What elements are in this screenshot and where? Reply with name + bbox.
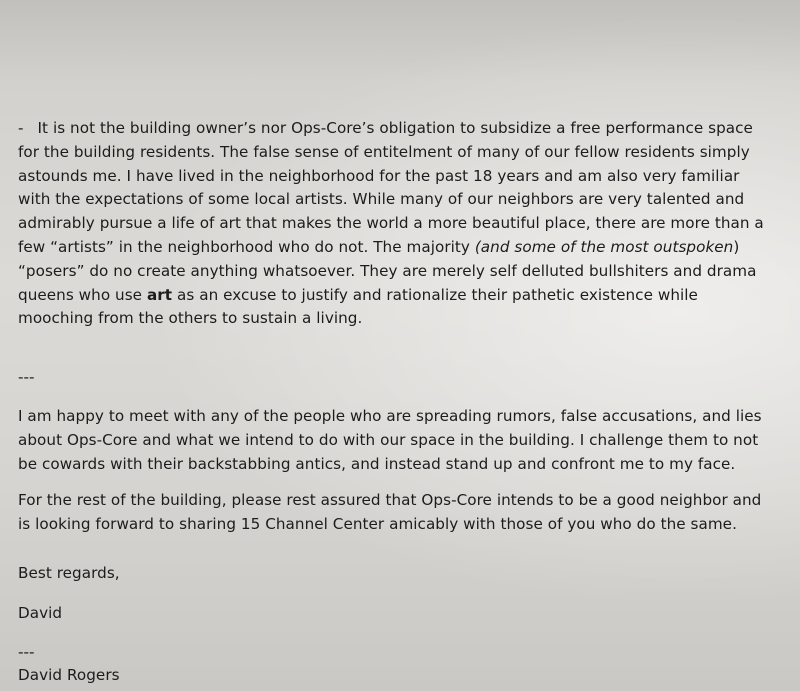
bullet-dash: - — [18, 119, 24, 137]
paragraph-challenge — [18, 405, 800, 476]
text-segment: as an excuse to justify and rationalize their pathetic existence while — [177, 285, 698, 304]
paragraph-line: “posers” do no create anything whatsoever. They are merely self delluted bullshiters and drama — [18, 261, 757, 280]
paragraph-line: for the building residents. The false sense of entitelment of many of our fellow residents simply — [18, 142, 750, 161]
separator-text: --- — [18, 368, 35, 386]
paragraph-line: be cowards with their backstabbing antics, and instead stand up and confront me to my face. — [18, 454, 736, 473]
italic-aside: (and some of the most outspoken — [474, 237, 734, 256]
closing-text: Best regards, — [18, 564, 120, 582]
paragraph-line: admirably pursue a life of art that makes the world a more beautiful place, there are more than a — [18, 214, 764, 233]
paragraph-line — [18, 284, 800, 308]
signature-first-name — [18, 602, 800, 626]
bold-word-art: art — [146, 285, 173, 304]
paragraph-line: I am happy to meet with any of the people who are spreading rumors, false accusations, and lies — [18, 407, 762, 425]
paragraph-entitlement — [18, 117, 800, 331]
paragraph-line: is looking forward to sharing 15 Channel Center amicably with those of you who do the same. — [18, 514, 737, 533]
paragraph-line — [18, 236, 800, 260]
text-segment: queens who use — [18, 285, 143, 304]
paragraph-line: For the rest of the building, please rest assured that Ops-Core intends to be a good neighbor and — [18, 491, 762, 509]
signature-text: David — [18, 604, 63, 622]
separator-text: --- — [18, 643, 35, 661]
signature-separator — [18, 641, 800, 665]
paragraph-line: about Ops-Core and what we intend to do with our space in the building. I challenge them to not — [18, 430, 759, 449]
paragraph-line — [18, 117, 800, 141]
text-segment: ) — [733, 237, 740, 256]
text-segment: few “artists” in the neighborhood who do not. The majority — [18, 237, 470, 256]
separator-dashes — [18, 366, 800, 390]
closing-line — [18, 562, 800, 586]
paragraph-line: astounds me. I have lived in the neighborhood for the past 18 years and am also very familiar — [18, 166, 740, 185]
signature-full-name — [18, 664, 800, 688]
text-segment: It is not the building owner’s nor Ops-Core’s obligation to subsidize a free performance space — [37, 119, 753, 137]
paragraph-reassurance — [18, 489, 800, 537]
paragraph-line: mooching from the others to sustain a living. — [18, 309, 363, 328]
signature-text: David Rogers — [18, 666, 120, 684]
paragraph-line: with the expectations of some local artists. While many of our neighbors are very talented and — [18, 190, 745, 209]
